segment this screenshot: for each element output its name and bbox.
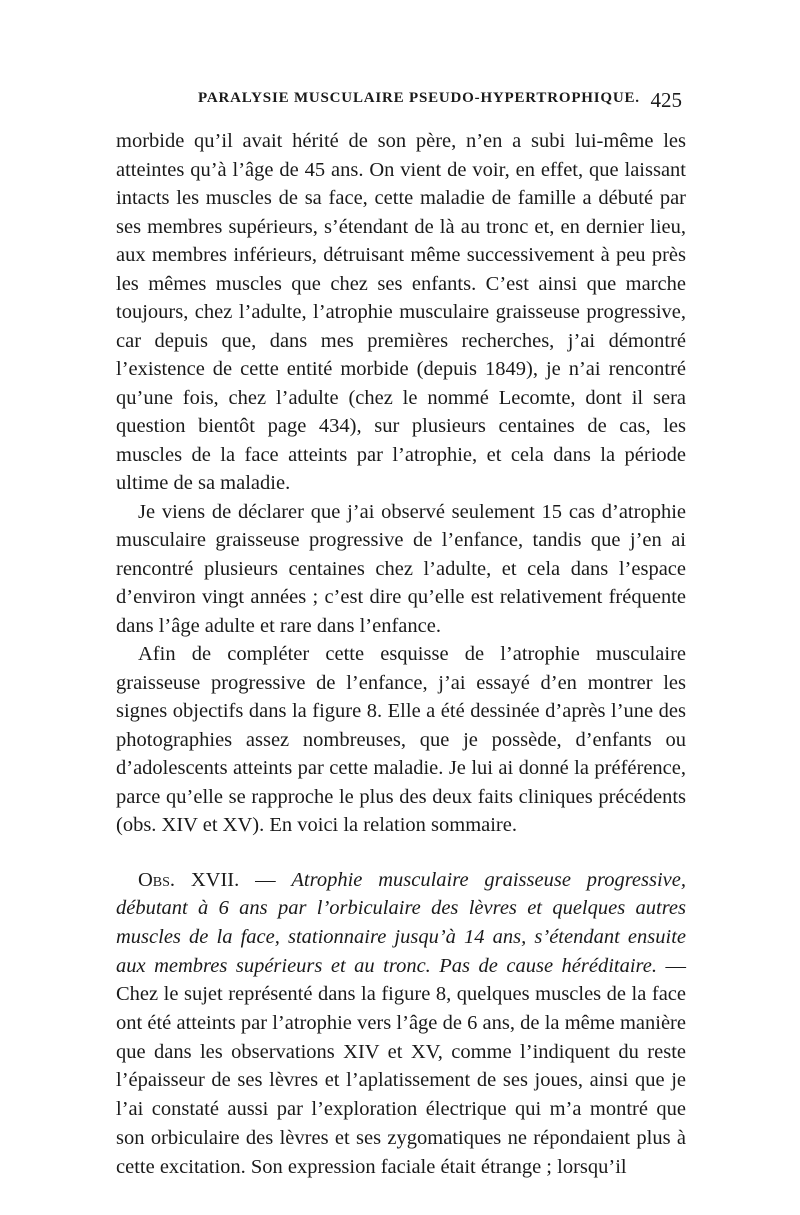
observation-title: Atrophie musculaire graisseuse progressive, débutant à 6 ans par l’orbiculaire des lèvres et quelques autres muscles de la face, stationnaire jusqu’à 14 ans, s’étendant ensuite aux membres supérieurs et au tronc. Pas de cause héréditaire. [116,868,686,977]
page-number: 425 [650,88,682,112]
observation-xvii [116,866,686,1182]
paragraph-observed-cases: Je viens de déclarer que j’ai observé seulement 15 cas d’atrophie musculaire graisseuse progressive de l’enfance, tandis que j’en ai rencontré plusieurs centaines chez l’adulte, et cela dans l’espace d’environ vingt années ; c’est dire qu’elle est relativement fréquente dans l’âge adulte et rare dans l’enfance. [116,500,686,637]
paragraph-continuation: morbide qu’il avait hérité de son père, n’en a subi lui-même les atteintes qu’à l’âge de 45 ans. On vient de voir, en effet, que laissant intacts les muscles de sa face, cette maladie de famille a débuté par ses membres supérieurs, s’étendant de là au tronc et, en dernier lieu, aux membres inférieurs, détruisant même successivement à peu près les mêmes muscles que chez ses enfants. C’est ainsi que marche toujours, chez l’adulte, l’atrophie musculaire graisseuse progressive, car depuis que, dans mes premières recherches, j’ai démontré l’existence de cette entité morbide (depuis 1849), je n’ai rencontré qu’une fois, chez l’adulte (chez le nommé Lecomte, dont il sera question bientôt page 434), sur plusieurs centaines de cas, les muscles de la face atteints par l’atrophie, et cela dans la période ultime de sa maladie. [116,130,686,494]
observation-dash: — [239,868,292,891]
paragraph-figure-8: Afin de compléter cette esquisse de l’atrophie musculaire graisseuse progressive de l’enfance, j’ai essayé d’en montrer les signes objectifs dans la figure 8. Elle a été dessinée d’après l’une des photographies assez nombreuses, que je possède, d’enfants ou d’adolescents atteints par cette maladie. Je lui ai donné la préférence, parce qu’elle se rapproche le plus des deux faits cliniques précédents (obs. XIV et XV). En voici la relation sommaire. [116,643,686,836]
observation-text: — Chez le sujet représenté dans la figure 8, quelques muscles de la face ont été atteints par l’atrophie vers l’âge de 6 ans, de la même manière que dans les observations XIV et XV, comme l’indiquent du reste l’épaisseur de ses lèvres et l’aplatissement de ses joues, ainsi que je l’ai constaté aussi par l’exploration électrique qui m’a montré que son orbiculaire des lèvres et ses zygomatiques ne répondaient plus à cette excitation. Son expression faciale était étrange ; lorsqu’il [116,954,686,1178]
running-head [118,90,686,114]
observation-label: Obs. XVII. [138,868,240,891]
body-text [116,127,686,1181]
running-title: PARALYSIE MUSCULAIRE PSEUDO-HYPERTROPHIQUE. [198,90,640,106]
